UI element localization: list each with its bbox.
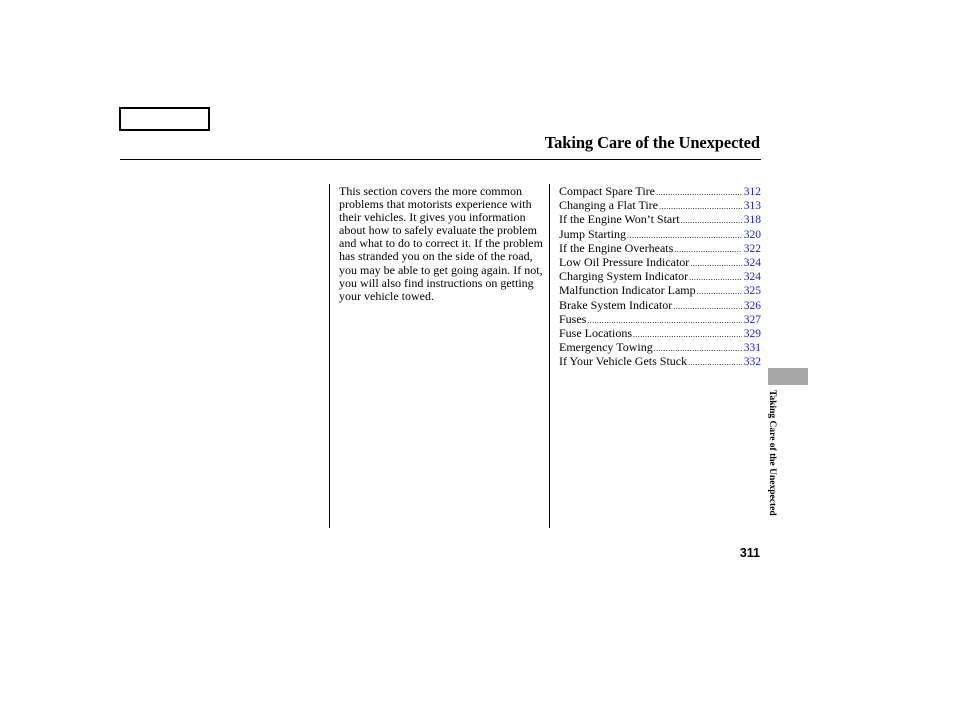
toc-leader (690, 257, 741, 270)
toc-item-label: Compact Spare Tire (559, 184, 655, 198)
toc-leader (697, 285, 742, 298)
toc-item[interactable] (559, 341, 761, 355)
toc-item-label: Malfunction Indicator Lamp (559, 283, 696, 298)
toc-item[interactable] (559, 256, 761, 270)
toc-item[interactable] (559, 199, 761, 213)
toc-item-label: If the Engine Won’t Start (559, 212, 680, 227)
toc-page-link[interactable]: 320 (743, 228, 761, 241)
page-title: Taking Care of the Unexpected (544, 133, 760, 152)
toc-page-link[interactable]: 327 (743, 313, 761, 326)
toc-leader (689, 271, 742, 284)
toc-page-link[interactable]: 313 (743, 200, 761, 213)
page-number: 311 (739, 546, 760, 560)
toc-item-label: Low Oil Pressure Indicator (559, 255, 690, 270)
toc-item-label: Fuse Locations (559, 326, 632, 341)
toc-item[interactable] (559, 270, 761, 284)
toc-item[interactable] (559, 228, 761, 242)
toc-page-link[interactable]: 324 (743, 271, 761, 284)
toc-leader (688, 356, 742, 369)
toc-page-link[interactable]: 331 (743, 342, 761, 355)
toc-item-label: Jump Starting (559, 226, 627, 241)
header-box (119, 107, 210, 131)
toc-item-label: Emergency Towing (559, 340, 653, 355)
toc-page-link[interactable]: 322 (743, 242, 761, 255)
toc-item[interactable] (559, 284, 761, 298)
toc-item-label: Fuses (559, 311, 587, 326)
toc-page-link[interactable]: 332 (743, 356, 761, 369)
toc-leader (681, 214, 742, 227)
toc-leader (673, 300, 741, 313)
table-of-contents (559, 185, 761, 370)
toc-item[interactable] (559, 185, 761, 199)
toc-item[interactable] (559, 313, 761, 327)
toc-item[interactable] (559, 213, 761, 227)
toc-item-label: Brake System Indicator (559, 297, 673, 312)
toc-page-link[interactable]: 329 (743, 328, 761, 341)
toc-item-label: If Your Vehicle Gets Stuck (559, 354, 688, 369)
toc-page-link[interactable]: 326 (743, 299, 761, 312)
toc-page-link[interactable]: 325 (743, 285, 761, 298)
toc-item[interactable] (559, 355, 761, 369)
toc-item[interactable] (559, 299, 761, 313)
title-rule (120, 159, 761, 160)
toc-item-label: Changing a Flat Tire (559, 198, 659, 213)
section-tab (768, 368, 808, 385)
toc-page-link[interactable]: 312 (743, 186, 761, 198)
toc-item-label: If the Engine Overheats (559, 240, 674, 255)
column-divider-left (329, 184, 330, 528)
intro-paragraph: This section covers the more common problems that motorists experience with their vehicles. It gives you information about how to safely evaluate the problem and what to do to correct it. If the problem has stranded you on the side of the road, you may be able to get going again. If not, you will also find instructions on getting your vehicle towed. (339, 184, 543, 303)
toc-page-link[interactable]: 324 (743, 257, 761, 270)
toc-item[interactable] (559, 242, 761, 256)
toc-item[interactable] (559, 327, 761, 341)
toc-leader (656, 186, 742, 199)
toc-leader (627, 229, 742, 242)
toc-item-label: Charging System Indicator (559, 269, 689, 284)
section-tab-label: Taking Care of the Unexpected (767, 390, 777, 516)
column-divider-right (549, 184, 550, 528)
toc-page-link[interactable]: 318 (743, 214, 761, 227)
